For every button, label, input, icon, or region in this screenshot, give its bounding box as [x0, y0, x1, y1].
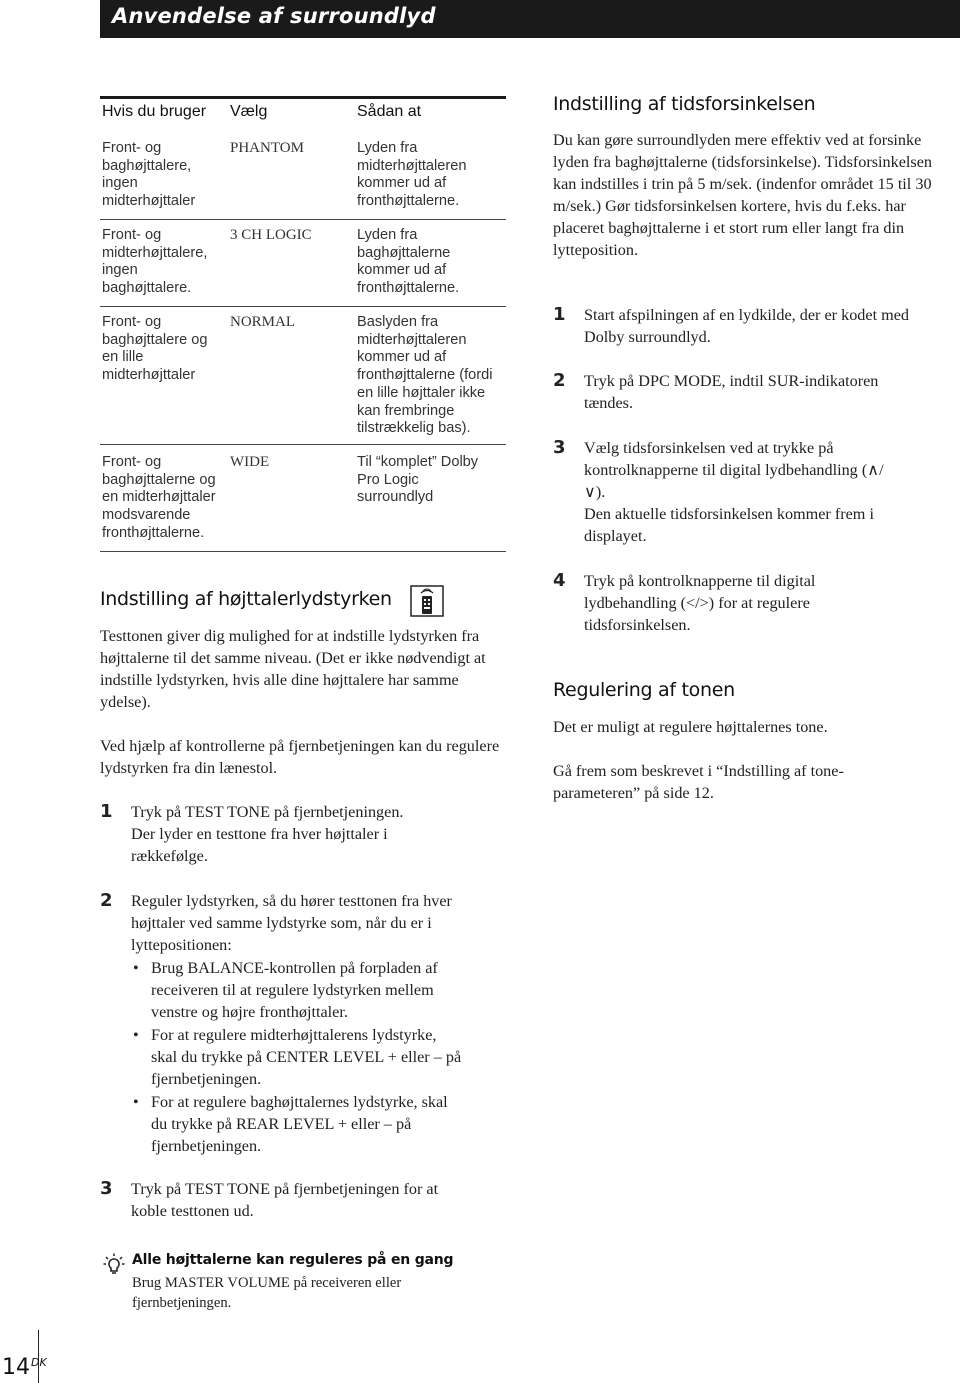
step-number: 1: [100, 801, 113, 822]
speaker-bullet-list: [131, 957, 511, 1158]
step-number: 2: [100, 890, 113, 911]
step-number: 3: [553, 437, 566, 458]
table-cell-use: Front- og baghøjttalerne og en midterhøjttaler modsvarende fronthøjttalerne.: [102, 454, 216, 541]
table-cell-select: NORMAL: [230, 314, 296, 330]
step-text: Tryk på DPC MODE, indtil SUR-indikatoren tændes.: [584, 372, 879, 412]
page-number-value: 14: [2, 1355, 30, 1380]
delay-title: Indstilling af tidsforsinkelsen: [553, 93, 816, 115]
tone-paragraph-1: Det er muligt at regulere højttalernes tone.: [553, 718, 828, 736]
table-cell-result: Til “komplet” Dolby Pro Logic surroundlyd: [357, 454, 479, 506]
tip-text: Brug MASTER VOLUME på receiveren eller fjernbetjeningen.: [132, 1275, 402, 1311]
bullet-icon: •: [133, 1093, 139, 1111]
table-cell-result: Baslyden fra midterhøjttaleren kommer ud af fronthøjttalerne (fordi en lille højttaler ikke kan frembringe tilstrækkelig bas).: [357, 314, 493, 437]
table-cell-result: Lyden fra baghøjttalerne kommer ud af fronthøjttalerne.: [357, 227, 460, 297]
table-header-use: Hvis du bruger: [102, 103, 207, 120]
step-text: Tryk på kontrolknapperne til digital lydbehandling (</>) for at regulere tidsforsinkelsen.: [584, 572, 816, 634]
list-item: [131, 1024, 511, 1090]
step-number: 4: [553, 570, 566, 591]
table-cell-select: 3 CH LOGIC: [230, 227, 312, 243]
step-number: 2: [553, 370, 566, 391]
tone-title: Regulering af tonen: [553, 679, 735, 701]
list-item-text: Brug BALANCE-kontrollen på forpladen af receiveren til at regulere lydstyrken mellem venstre og højre fronthøjttaler.: [151, 959, 438, 1021]
table-header-result: Sådan at: [357, 103, 422, 120]
step-text: Start afspilningen af en lydkilde, der er kodet med Dolby surroundlyd.: [584, 306, 909, 346]
table-top-rule: [100, 96, 506, 99]
page-number: [2, 1355, 47, 1380]
table-row: [100, 227, 506, 307]
table-cell-use: Front- og midterhøjttalere, ingen baghøjttalere.: [102, 227, 208, 297]
step-text: Tryk på TEST TONE på fjernbetjeningen. Der lyder en testtone fra hver højttaler i rækkefølge.: [131, 803, 404, 865]
list-item-text: For at regulere midterhøjttalerens lydstyrke, skal du trykke på CENTER LEVEL + eller – på fjernbetjeningen.: [151, 1026, 462, 1088]
bullet-icon: •: [133, 1026, 139, 1044]
table-cell-use: Front- og baghøjttalere og en lille midterhøjttaler: [102, 314, 208, 384]
table-cell-select: PHANTOM: [230, 140, 304, 156]
table-row: [100, 140, 506, 220]
speaker-level-intro2: Ved hjælp af kontrollerne på fjernbetjeningen kan du regulere lydstyrken fra din lænestol.: [100, 737, 500, 777]
list-item: [131, 1091, 511, 1157]
table-cell-use: Front- og baghøjttalere, ingen midterhøjttaler: [102, 140, 196, 210]
bullet-icon: •: [133, 959, 139, 977]
step-text: Vælg tidsforsinkelsen ved at trykke på kontrolknapperne til digital lydbehandling (∧/ ∨). Den aktuelle tidsforsinkelsen kommer frem i displayet.: [584, 439, 884, 545]
page-language: DK: [31, 1355, 47, 1369]
speaker-level-intro: Testtonen giver dig mulighed for at indstille lydstyrken fra højttalerne til det samme niveau. (Det er ikke nødvendigt at indstille lydstyrken, hvis alle dine højttalere har samme ydelse).: [100, 627, 486, 711]
table-cell-select: WIDE: [230, 454, 270, 470]
step-text: Reguler lydstyrken, så du hører testtonen fra hver højttaler ved samme lydstyrke som, når du er i lyttepositionen:: [131, 892, 452, 954]
tone-paragraph-2: Gå frem som beskrevet i “Indstilling af tone- parameteren” på side 12.: [553, 762, 844, 802]
light-bulb-icon: [103, 1253, 125, 1275]
table-header-select: Vælg: [230, 103, 268, 120]
delay-intro: Du kan gøre surroundlyden mere effektiv ved at forsinke lyden fra baghøjttalerne (tidsforsinkelse). Tidsforsinkelsen kan indstilles i trin på 5 m/sek. (indenfor området 15 til 30 m/sek.) Gør tidsforsinkelsen kortere, hvis du f.eks. har placeret baghøjttalerne i et stort rum eller langt fra din lytteposition.: [553, 131, 932, 259]
step-number: 1: [553, 304, 566, 325]
step-number: 3: [100, 1178, 113, 1199]
step-text: Tryk på TEST TONE på fjernbetjeningen for at koble testtonen ud.: [131, 1180, 439, 1220]
tip-title: Alle højttalerne kan reguleres på en gang: [132, 1252, 454, 1268]
page-header-title: Anvendelse af surroundlyd: [112, 4, 436, 28]
table-row: [100, 314, 506, 445]
speaker-level-title: Indstilling af højttalerlydstyrken: [100, 588, 392, 610]
remote-control-icon: [410, 585, 444, 617]
list-item-text: For at regulere baghøjttalernes lydstyrke, skal du trykke på REAR LEVEL + eller – på fjernbetjeningen.: [151, 1093, 448, 1155]
table-cell-result: Lyden fra midterhøjttaleren kommer ud af fronthøjttalerne.: [357, 140, 467, 210]
table-row: [100, 454, 506, 552]
list-item: [131, 957, 511, 1023]
